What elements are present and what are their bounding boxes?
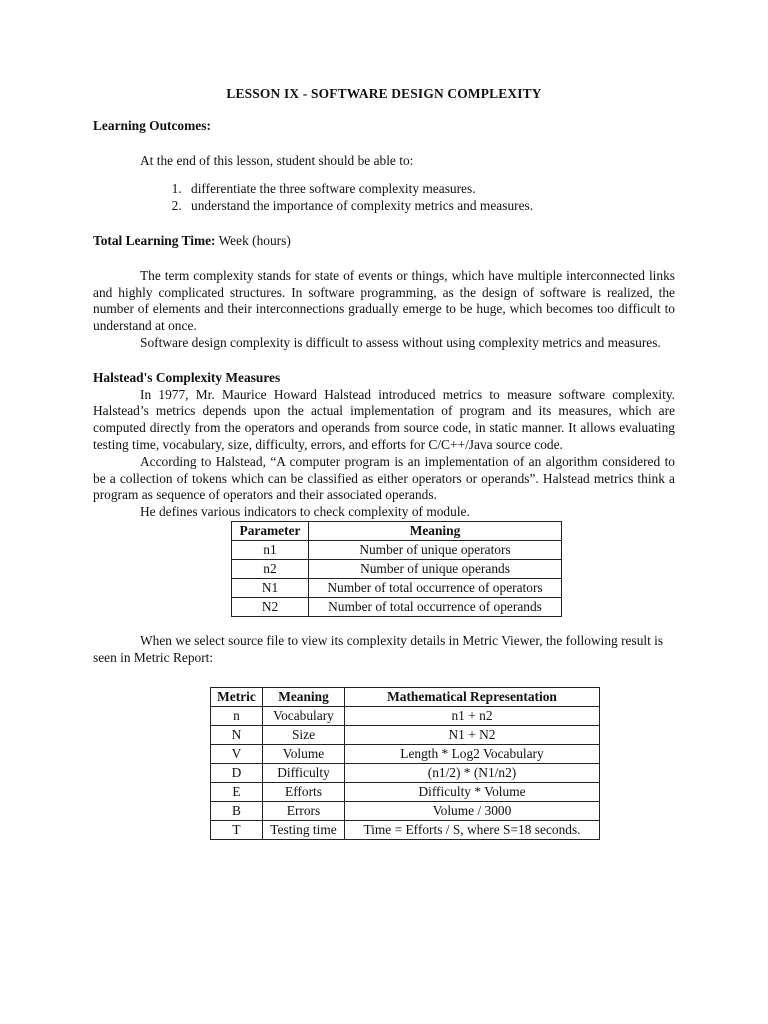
table-cell: Size bbox=[263, 725, 345, 744]
table-row bbox=[232, 597, 562, 616]
table-header-row bbox=[211, 687, 600, 706]
table-cell: Time = Efforts / S, where S=18 seconds. bbox=[345, 820, 600, 839]
table-cell: N1 + N2 bbox=[345, 725, 600, 744]
table-cell: N2 bbox=[232, 597, 309, 616]
table-cell: n bbox=[211, 706, 263, 725]
table-cell: D bbox=[211, 763, 263, 782]
table-row bbox=[211, 820, 600, 839]
list-item: 1. differentiate the three software complexity measures. bbox=[185, 181, 675, 198]
table-cell: Number of total occurrence of operands bbox=[309, 597, 562, 616]
table-row bbox=[211, 725, 600, 744]
lesson-title: LESSON IX - SOFTWARE DESIGN COMPLEXITY bbox=[226, 86, 542, 101]
total-learning-time-label: Total Learning Time: bbox=[93, 232, 216, 248]
learning-outcomes-intro: At the end of this lesson, student should be able to: bbox=[140, 152, 414, 168]
table-cell: n1 + n2 bbox=[345, 706, 600, 725]
table-cell: Difficulty bbox=[263, 763, 345, 782]
list-item: 2. understand the importance of complexity metrics and measures. bbox=[185, 198, 675, 215]
table-cell: E bbox=[211, 782, 263, 801]
table-cell: Vocabulary bbox=[263, 706, 345, 725]
table-cell: n1 bbox=[232, 540, 309, 559]
table-cell: n2 bbox=[232, 559, 309, 578]
table-cell: Efforts bbox=[263, 782, 345, 801]
halstead-heading: Halstead's Complexity Measures bbox=[93, 369, 281, 385]
table-cell: N1 bbox=[232, 578, 309, 597]
table-row bbox=[211, 763, 600, 782]
metric-table bbox=[210, 687, 600, 840]
table-header: Metric bbox=[211, 687, 263, 706]
table-cell: Volume bbox=[263, 744, 345, 763]
table-row bbox=[211, 801, 600, 820]
table-row bbox=[232, 578, 562, 597]
document-page bbox=[93, 86, 675, 840]
paragraph: When we select source file to view its complexity details in Metric Viewer, the following result is seen in Metric Report: bbox=[93, 632, 664, 665]
paragraph: In 1977, Mr. Maurice Howard Halstead introduced metrics to measure software complexity. Halstead’s metrics depends upon the actual implementation of program and its measures, which are computed directly from the operators and operands from source code, in static manner. It allows evaluating testing time, vocabulary, size, difficulty, errors, and efforts for C/C++/Java source code. bbox=[93, 386, 675, 452]
table-header: Mathematical Representation bbox=[345, 687, 600, 706]
table-cell: (n1/2) * (N1/n2) bbox=[345, 763, 600, 782]
paragraph: Software design complexity is difficult to assess without using complexity metrics and measures. bbox=[140, 334, 661, 350]
parameter-table bbox=[231, 521, 562, 617]
table-cell: V bbox=[211, 744, 263, 763]
table-row bbox=[232, 540, 562, 559]
table-row bbox=[232, 559, 562, 578]
table-cell: Testing time bbox=[263, 820, 345, 839]
table-cell: Number of unique operands bbox=[309, 559, 562, 578]
table-cell: Length * Log2 Vocabulary bbox=[345, 744, 600, 763]
table-row bbox=[211, 782, 600, 801]
table-cell: T bbox=[211, 820, 263, 839]
table-header: Meaning bbox=[309, 521, 562, 540]
table-cell: N bbox=[211, 725, 263, 744]
table-cell: Number of total occurrence of operators bbox=[309, 578, 562, 597]
learning-outcomes-heading: Learning Outcomes: bbox=[93, 117, 211, 133]
table-row bbox=[211, 706, 600, 725]
table-header: Meaning bbox=[263, 687, 345, 706]
total-learning-time bbox=[93, 233, 675, 250]
table-cell: B bbox=[211, 801, 263, 820]
table-cell: Errors bbox=[263, 801, 345, 820]
table-cell: Difficulty * Volume bbox=[345, 782, 600, 801]
table-header: Parameter bbox=[232, 521, 309, 540]
table-cell: Volume / 3000 bbox=[345, 801, 600, 820]
paragraph: According to Halstead, “A computer program is an implementation of an algorithm considered to be a collection of tokens which can be classified as either operators or operands”. Halstead metrics think a program as sequence of operators and their associated operands. bbox=[93, 453, 675, 503]
paragraph: The term complexity stands for state of events or things, which have multiple interconnected links and highly complicated structures. In software programming, as the design of software is realized, the number of elements and their interconnections gradually emerge to be huge, which becomes too difficult to understand at once. bbox=[93, 267, 675, 334]
table-cell: Number of unique operators bbox=[309, 540, 562, 559]
table-row bbox=[211, 744, 600, 763]
table-header-row bbox=[232, 521, 562, 540]
learning-outcomes-list bbox=[93, 181, 675, 215]
paragraph: He defines various indicators to check complexity of module. bbox=[140, 504, 470, 520]
total-learning-time-value: Week (hours) bbox=[215, 232, 291, 248]
